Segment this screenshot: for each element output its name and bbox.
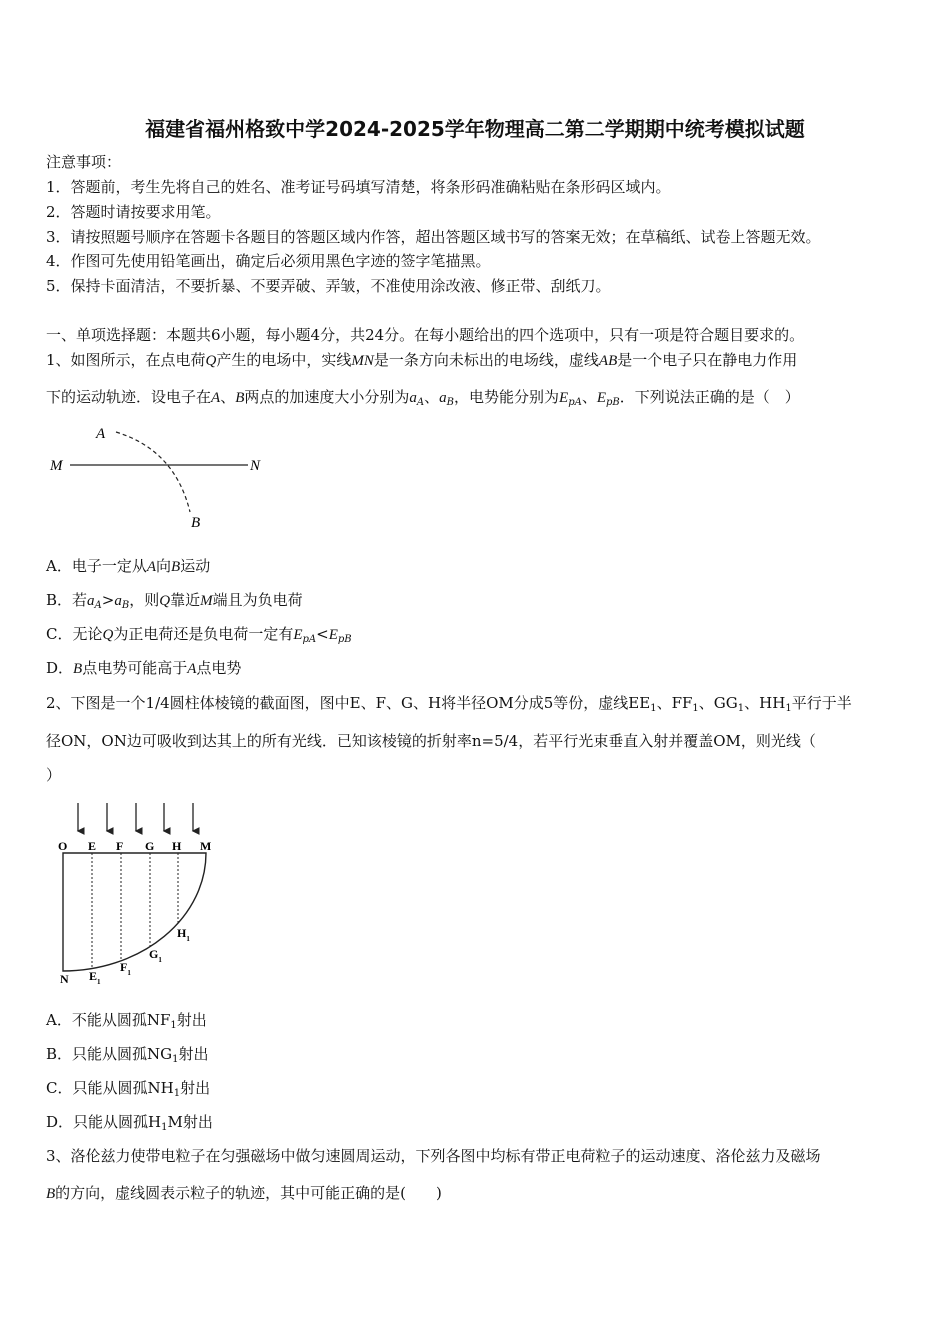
- text-segment: 1: [173, 1088, 181, 1099]
- label-b: B: [191, 515, 201, 531]
- text-segment: 1: [161, 1122, 168, 1133]
- text-segment: pB: [337, 634, 352, 645]
- label-m: M: [50, 458, 63, 474]
- text-segment: 、: [424, 388, 440, 406]
- text-segment: ）: [46, 766, 62, 784]
- q2-option-d: [46, 1112, 213, 1138]
- text-segment: B: [121, 600, 130, 611]
- label-h: H: [172, 839, 182, 853]
- trajectory-ab: [116, 432, 190, 512]
- label-f1: F: [120, 960, 128, 974]
- text-segment: a: [87, 593, 95, 609]
- text-segment: 是一条方向未标出的电场线，虚线: [373, 351, 599, 369]
- text-segment: 1: [692, 703, 699, 714]
- text-segment: C．无论: [46, 625, 103, 643]
- text-segment: A: [187, 661, 197, 677]
- text-segment: 下的运动轨迹．设电子在: [46, 388, 212, 406]
- section-heading: 一、单项选择题：本题共6小题，每小题4分，共24分。在每小题给出的四个选项中，只有一项是符合题目要求的。: [46, 326, 805, 344]
- text-segment: 径ON，ON边可吸收到达其上的所有光线．已知该棱镜的折射率n=5/4，若平行光束垂直入射并覆盖OM，则光线（: [46, 732, 816, 750]
- text-segment: Q: [205, 353, 217, 369]
- text-segment: 、GG: [698, 694, 738, 712]
- text-segment: AB: [598, 353, 618, 369]
- text-segment: pA: [302, 634, 317, 645]
- text-segment: 平行于半: [791, 694, 852, 712]
- note-item: 3．请按照题号顺序在答题卡各题目的答题区域内作答，超出答题区域书写的答案无效；在草稿纸、试卷上答题无效。: [46, 228, 821, 246]
- text-segment: A．不能从圆孤NF: [46, 1011, 171, 1029]
- text-segment: 2、下图是一个1/4圆柱体棱镜的截面图，图中E、F、G、H将半径OM分成5等份，虚线EE: [46, 694, 651, 712]
- text-segment: M射出: [167, 1113, 213, 1131]
- note-item: 4．作图可先使用铅笔画出，确定后必须用黑色字迹的签字笔描黑。: [46, 252, 491, 270]
- q2-option-a: [46, 1010, 207, 1036]
- text-segment: 运动: [180, 557, 211, 575]
- text-segment: C．只能从圆孤NH: [46, 1079, 174, 1097]
- label-n: N: [250, 458, 261, 474]
- text-segment: 是一个电子只在静电力作用: [617, 351, 798, 369]
- q2-figure: [0, 795, 240, 995]
- arc-labels: [60, 926, 190, 986]
- text-segment: a: [409, 390, 417, 406]
- text-segment: 、: [581, 388, 597, 406]
- text-segment: B: [73, 661, 83, 677]
- label-e: E: [88, 839, 97, 853]
- label-o: O: [58, 839, 68, 853]
- label-h1: H: [177, 926, 187, 940]
- text-segment: E: [328, 627, 338, 643]
- q2-option-b: [46, 1044, 209, 1070]
- text-segment: D．: [46, 659, 74, 677]
- text-segment: <: [316, 625, 329, 643]
- dashed-lines: [92, 853, 178, 968]
- text-segment: ，则: [129, 591, 160, 609]
- text-segment: 、HH: [744, 694, 786, 712]
- q3-stem-line: [46, 1146, 821, 1166]
- label-e1: E: [89, 969, 98, 983]
- q2-stem-line: [46, 765, 61, 785]
- text-segment: 点电势可能高于: [82, 659, 188, 677]
- text-segment: A: [146, 559, 157, 575]
- text-segment: D．只能从圆孤H: [46, 1113, 162, 1131]
- text-segment: a: [439, 390, 447, 406]
- text-segment: 靠近: [170, 591, 201, 609]
- svg-text:E1: $E_1$: [89, 969, 101, 986]
- q1-figure: [0, 415, 300, 540]
- text-segment: 射出: [180, 1079, 211, 1097]
- text-segment: B: [46, 1186, 56, 1202]
- text-segment: pA: [568, 397, 582, 408]
- text-segment: B．若: [46, 591, 88, 609]
- text-segment: B．只能从圆孤NG: [46, 1045, 173, 1063]
- svg-text:G1: $G_1$: [149, 947, 162, 964]
- text-segment: a: [114, 593, 122, 609]
- q2-stem-line: [46, 693, 852, 719]
- text-segment: Q: [159, 593, 171, 609]
- text-segment: 3、洛伦兹力使带电粒子在匀强磁场中做匀速圆周运动，下列各图中均标有带正电荷粒子的运动速度、洛伦兹力及磁场: [46, 1147, 821, 1165]
- note-item: 1．答题前，考生先将自己的姓名、准考证号码填写清楚，将条形码准确粘贴在条形码区域内。: [46, 178, 671, 196]
- q1-option-b: [46, 590, 303, 616]
- text-segment: 、: [220, 388, 236, 406]
- label-f: F: [116, 839, 124, 853]
- text-segment: 产生的电场中，实线: [216, 351, 352, 369]
- text-segment: 射出: [176, 1011, 207, 1029]
- text-segment: 端且为负电荷: [212, 591, 303, 609]
- text-segment: B: [171, 559, 181, 575]
- text-segment: >: [101, 591, 115, 609]
- text-segment: 的方向，虚线圆表示粒子的轨迹，其中可能正确的是( ): [55, 1184, 442, 1202]
- text-segment: B: [446, 397, 454, 408]
- q1-stem-line: [46, 387, 800, 413]
- label-g1: G: [149, 947, 159, 961]
- note-item: 5．保持卡面清洁，不要折暴、不要弄破、弄皱，不准使用涂改液、修正带、刮纸刀。: [46, 277, 611, 295]
- q1-option-a: [46, 556, 210, 577]
- svg-text:H1: $H_1$: [177, 926, 190, 943]
- text-segment: 、FF: [656, 694, 693, 712]
- page-title: 福建省福州格致中学2024-2025学年物理高二第二学期期中统考模拟试题: [145, 117, 805, 141]
- q1-option-d: [46, 658, 241, 679]
- label-n: N: [60, 972, 69, 986]
- text-segment: 两点的加速度大小分别为: [244, 388, 410, 406]
- text-segment: E: [596, 390, 606, 406]
- text-segment: ．下列说法正确的是（ ）: [619, 388, 800, 406]
- text-segment: A: [94, 600, 102, 611]
- label-g: G: [145, 839, 155, 853]
- text-segment: MN: [351, 353, 374, 369]
- prism-outline: [63, 853, 206, 971]
- text-segment: 1: [650, 703, 657, 714]
- text-segment: Q: [102, 627, 114, 643]
- text-segment: 1: [170, 1020, 177, 1031]
- text-segment: A．电子一定从: [46, 557, 147, 575]
- text-segment: pB: [606, 397, 620, 408]
- text-segment: E: [293, 627, 303, 643]
- text-segment: 1: [785, 703, 792, 714]
- q1-stem-line: [46, 350, 797, 371]
- text-segment: ，电势能分别为: [454, 388, 560, 406]
- text-segment: 1: [172, 1054, 179, 1065]
- text-segment: A: [416, 397, 425, 408]
- label-a: A: [96, 426, 106, 442]
- q1-option-c: [46, 624, 352, 650]
- q2-option-c: [46, 1078, 210, 1104]
- text-segment: 为正电荷还是负电荷一定有: [113, 625, 294, 643]
- text-segment: M: [200, 593, 213, 609]
- q2-stem-line: [46, 731, 816, 751]
- notes-heading: 注意事项：: [46, 153, 122, 171]
- label-m: M: [200, 839, 212, 853]
- q3-stem-line: [46, 1183, 442, 1204]
- text-segment: 射出: [178, 1045, 209, 1063]
- text-segment: E: [559, 390, 569, 406]
- text-segment: B: [235, 390, 245, 406]
- text-segment: 1: [737, 703, 745, 714]
- incident-arrows: [78, 803, 193, 831]
- text-segment: 向: [156, 557, 172, 575]
- text-segment: 1、如图所示，在点电荷: [46, 351, 206, 369]
- text-segment: A: [211, 390, 221, 406]
- text-segment: 点电势: [196, 659, 242, 677]
- note-item: 2．答题时请按要求用笔。: [46, 203, 221, 221]
- top-labels: [58, 839, 211, 853]
- svg-text:F1: $F_1$: [120, 960, 131, 977]
